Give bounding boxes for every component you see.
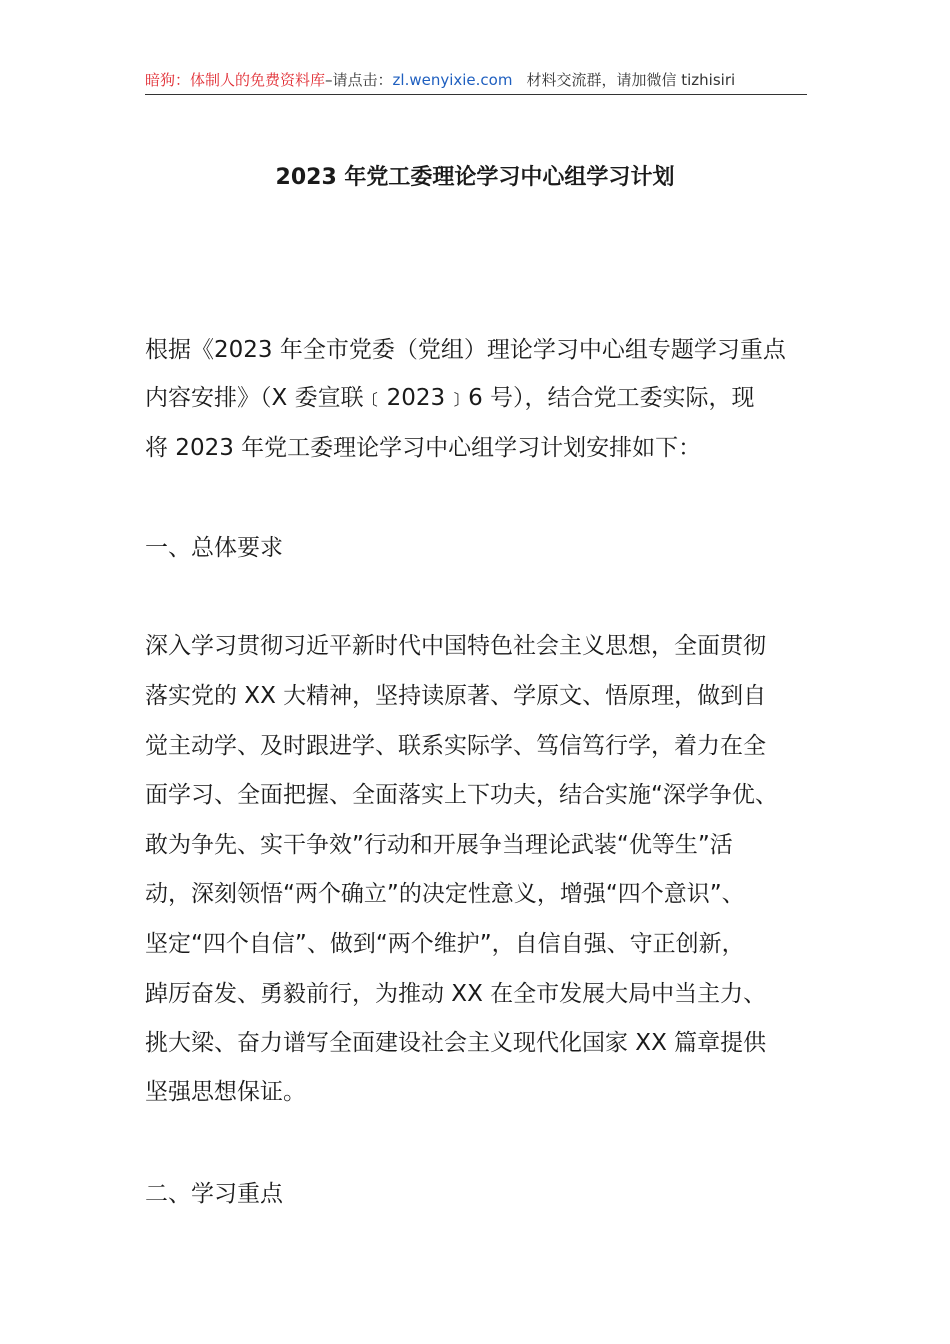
- header-separator: –请点击：: [325, 71, 393, 89]
- intro-line-2: 内容安排》（X 委宣联﹝2023﹞6 号），结合党工委实际，现: [145, 385, 755, 411]
- section-1-line-10: 坚强思想保证。: [145, 1079, 306, 1105]
- header-link[interactable]: zl.wenyixie.com: [392, 71, 513, 89]
- section-1-line-9: 挑大梁、奋力谱写全面建设社会主义现代化国家 XX 篇章提供: [145, 1030, 767, 1056]
- section-1-line-7: 坚定“四个自信”、做到“两个维护”，自信自强、守正创新，: [145, 931, 745, 957]
- section-1-line-5: 敢为争先、实干争效”行动和开展争当理论武装“优等生”活: [145, 832, 733, 858]
- intro-line-3: 将 2023 年党工委理论学习中心组学习计划安排如下：: [145, 435, 702, 461]
- section-1-heading: 一、总体要求: [145, 535, 283, 561]
- header-note: 材料交流群，请加微信 tizhisiri: [526, 71, 736, 89]
- section-1-line-3: 觉主动学、及时跟进学、联系实际学、笃信笃行学，着力在全: [145, 733, 766, 759]
- section-1-line-1: 深入学习贯彻习近平新时代中国特色社会主义思想，全面贯彻: [145, 633, 766, 659]
- section-1-line-6: 动，深刻领悟“两个确立”的决定性意义，增强“四个意识”、: [145, 881, 745, 907]
- header-brand: 暗狗：体制人的免费资料库: [145, 71, 326, 89]
- section-1-line-4: 面学习、全面把握、全面落实上下功夫，结合实施“深学争优、: [145, 782, 778, 808]
- section-2-heading: 二、学习重点: [145, 1181, 283, 1207]
- intro-line-1: 根据《2023 年全市党委（党组）理论学习中心组专题学习重点: [145, 337, 786, 363]
- section-1-line-8: 踔厉奋发、勇毅前行，为推动 XX 在全市发展大局中当主力、: [145, 981, 767, 1007]
- section-1-line-2: 落实党的 XX 大精神，坚持读原著、学原文、悟原理，做到自: [145, 683, 767, 709]
- page-header: [145, 68, 807, 95]
- document-title: 2023 年党工委理论学习中心组学习计划: [275, 165, 675, 190]
